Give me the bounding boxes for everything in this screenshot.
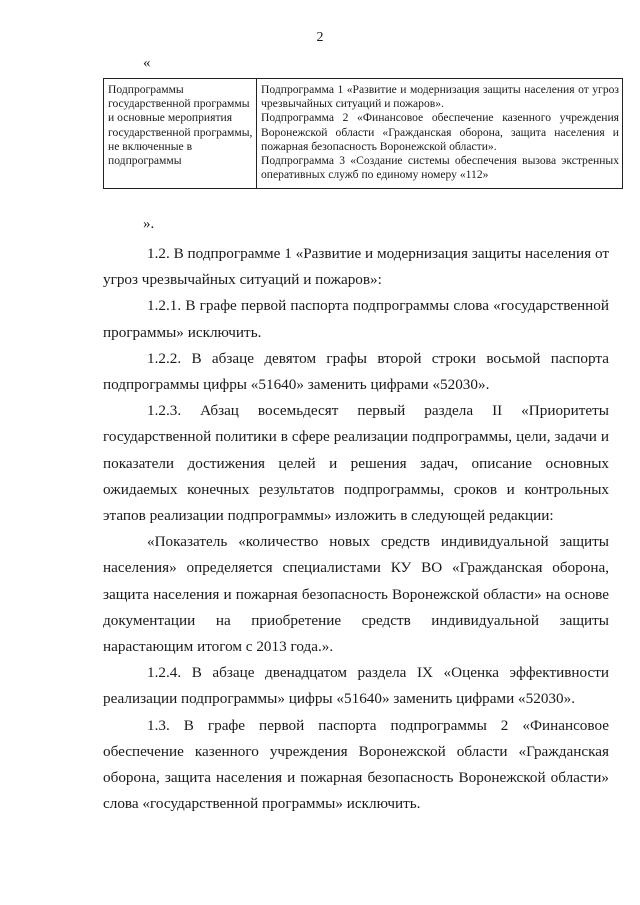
table-row [104, 79, 623, 189]
table-cell-subprograms [257, 79, 623, 189]
paragraph-1-2: 1.2. В подпрограмме 1 «Развитие и модернизация защиты населения от угроз чрезвычайных ситуаций и пожаров»: [103, 245, 609, 289]
paragraph-1-2-4: 1.2.4. В абзаце двенадцатом раздела IX «Оценка эффективности реализации подпрограммы» цифры «51640» заменить цифрами «52030». [103, 664, 609, 708]
subprogram-1: Подпрограмма 1 «Развитие и модернизация защиты населения от угроз чрезвычайных ситуаций и пожаров». [261, 83, 619, 111]
subprogram-2: Подпрограмма 2 «Финансовое обеспечение казенного учреждения Воронежской области «Гражданская оборона, защита населения и пожарная безопасность Воронежской области». [261, 111, 619, 153]
table-cell-label: Подпрограммы государственной программы и основные мероприятия государственной программы, не включенные в подпрограммы [104, 79, 257, 189]
document-body [103, 241, 609, 817]
paragraph-1-2-3: 1.2.3. Абзац восемьдесят первый раздела II «Приоритеты государственной политики в сфере реализации подпрограммы, цели, задачи и показатели достижения целей и решения задач, описание основных ожидаемых конечных результатов подпрограммы, сроков и контрольных этапов реализации подпрограммы» изложить в следующей редакции: [103, 402, 609, 525]
page-number: 2 [316, 30, 324, 45]
opening-quote: « [143, 55, 151, 71]
paragraph-1-2-2: 1.2.2. В абзаце девятом графы второй строки восьмой паспорта подпрограммы цифры «51640» заменить цифрами «52030». [103, 349, 609, 394]
subprogram-3: Подпрограмма 3 «Создание системы обеспечения вызова экстренных оперативных служб по единому номеру «112» [261, 154, 619, 182]
paragraph-1-3: 1.3. В графе первой паспорта подпрограммы 2 «Финансовое обеспечение казенного учреждения Воронежской области «Гражданская оборона, защита населения и пожарная безопасность Воронежской области» слова «государственной программы» исключить. [103, 716, 609, 813]
closing-quote: ». [143, 216, 155, 232]
passport-table [103, 78, 623, 189]
quoted-paragraph: «Показатель «количество новых средств индивидуальной защиты населения» определяется специалистами КУ ВО «Гражданская оборона, защита населения и пожарная безопасность Воронежской области» на основе документации на приобретение средств индивидуальной защиты нарастающим итогом с 2013 года.». [103, 533, 609, 656]
paragraph-1-2-1: 1.2.1. В графе первой паспорта подпрограммы слова «государственной программы» исключить. [103, 297, 609, 341]
